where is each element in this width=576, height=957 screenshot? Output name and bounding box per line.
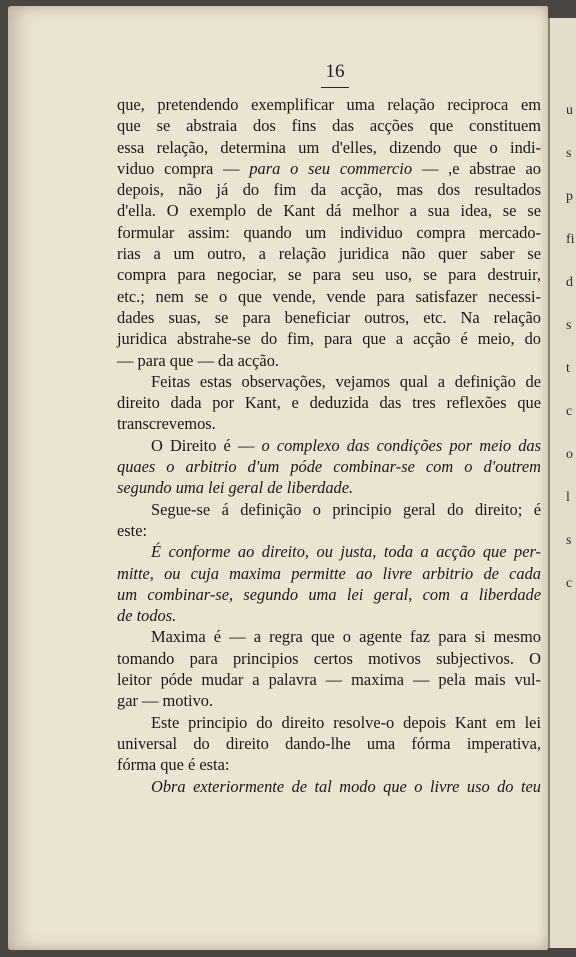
margin-char: c: [566, 404, 573, 419]
text-line-italic: um combinar-se, segundo uma lei geral, com a liberdade: [117, 584, 541, 604]
next-page-margin-text: [566, 100, 576, 616]
margin-char: fi: [566, 232, 575, 247]
margin-char: s: [566, 318, 572, 333]
text-line: Maxima é — a regra que o agente faz para si mesmo: [151, 627, 541, 647]
margin-char: s: [566, 146, 572, 161]
page-text: [117, 94, 541, 797]
text-line: essa relação, determina um d'elles, dizendo que o indi-: [117, 137, 541, 157]
text-line: universal do direito dando-lhe uma fórma imperativa,: [117, 733, 541, 753]
text-line: transcrevemos.: [117, 414, 216, 434]
text-segment: O Direito é —: [151, 435, 262, 455]
margin-char: u: [566, 103, 573, 118]
text-line: compra para negociar, se para seu uso, se para destruir,: [117, 265, 541, 285]
margin-char: d: [566, 275, 573, 290]
margin-char: c: [566, 576, 573, 591]
page-number: 16: [325, 61, 345, 82]
margin-char: l: [566, 490, 570, 505]
text-line: d'ella. O exemplo de Kant dá melhor a sua idea, se se: [117, 201, 541, 221]
text-segment-italic: para o seu commercio: [249, 158, 413, 178]
text-line: este:: [117, 520, 148, 540]
text-line: fórma que é esta:: [117, 755, 230, 775]
text-line: Este principio do direito resolve-o depois Kant em lei: [151, 712, 541, 732]
text-line: direito dada por Kant, e deduzida das tres reflexões que: [117, 393, 541, 413]
text-line-italic: quaes o arbitrio d'um póde combinar-se com o d'outrem: [117, 457, 541, 477]
text-line: gar — motivo.: [117, 691, 214, 711]
text-line-italic: É conforme ao direito, ou justa, toda a acção que per-: [151, 542, 541, 562]
text-line: dades suas, se para beneficiar outros, etc. Na relação: [117, 307, 541, 327]
text-line-mixed: [117, 158, 541, 179]
text-line: depois, não já do fim da acção, mas dos resultados: [117, 180, 541, 200]
text-line: tomando para principios certos motivos subjectivos. O: [117, 648, 541, 668]
text-line: formular assim: quando um individuo compra mercado-: [117, 222, 541, 242]
text-segment-italic: o complexo das condições por meio das: [261, 435, 541, 455]
margin-char: s: [566, 533, 572, 548]
margin-char: o: [566, 447, 573, 462]
page-number-rule: [321, 87, 349, 88]
text-line: Segue-se á definição o principio geral do direito; é: [151, 499, 541, 519]
text-line: juridica abstrahe-se do fim, para que a acção é meio, do: [117, 329, 541, 349]
text-line: leitor póde mudar a palavra — maxima — pela mais vul-: [117, 670, 541, 690]
text-line-mixed: [117, 435, 541, 456]
margin-char: t: [566, 361, 570, 376]
text-line: etc.; nem se o que vende, vende para satisfazer necessi-: [117, 286, 541, 306]
text-line: Feitas estas observações, vejamos qual a definição de: [151, 371, 541, 391]
text-line-italic: mitte, ou cuja maxima permitte ao livre arbitrio de cada: [117, 563, 541, 583]
text-segment: viduo compra —: [117, 158, 250, 178]
text-line: rias a um outro, a relação juridica não quer saber se: [117, 244, 541, 264]
margin-char: p: [566, 189, 573, 204]
text-line: que se abstraia dos fins das acções que constituem: [117, 116, 541, 136]
text-line: — para que — da acção.: [117, 350, 280, 370]
text-line: que, pretendendo exemplificar uma relação reciproca em: [117, 95, 541, 114]
text-segment: — ,e abstrae ao: [412, 158, 542, 178]
text-line-italic: Obra exteriormente de tal modo que o livre uso do teu: [151, 776, 541, 796]
text-line-italic: de todos.: [117, 606, 177, 626]
text-line-italic: segundo uma lei geral de liberdade.: [117, 478, 354, 498]
